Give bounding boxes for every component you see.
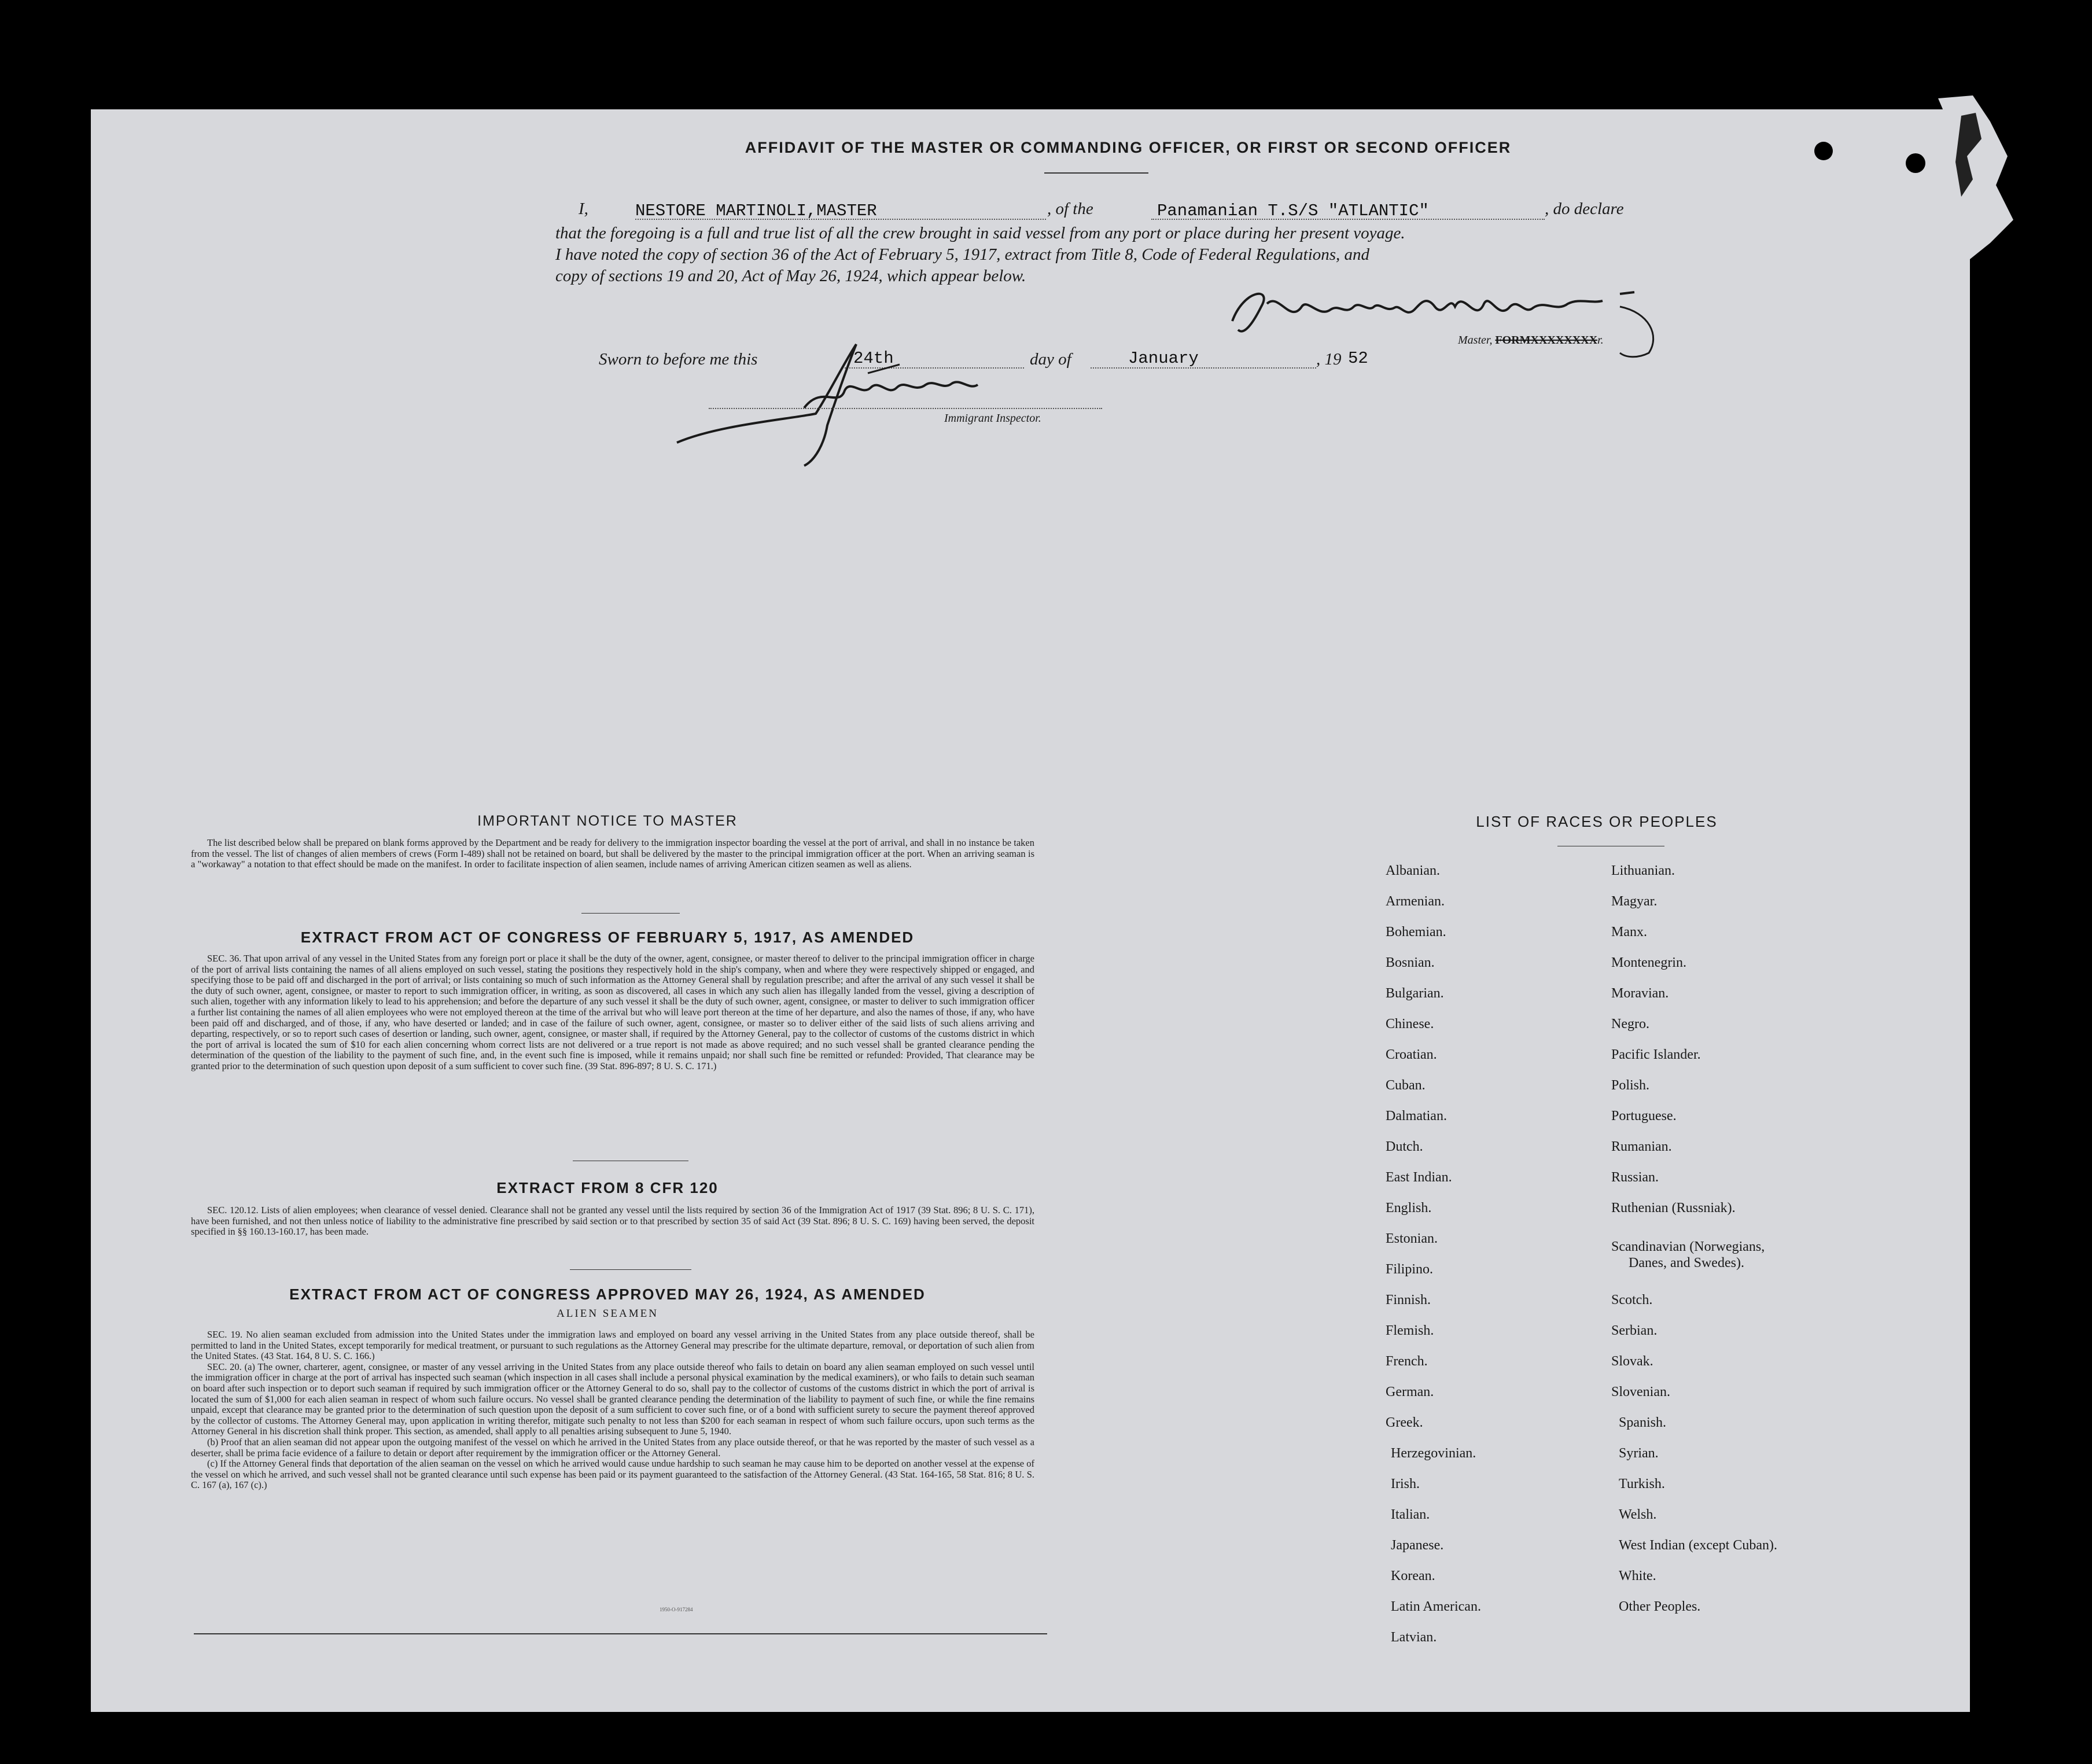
extract-1924-text bbox=[191, 1330, 1034, 1491]
race-item: West Indian (except Cuban). bbox=[1619, 1538, 1777, 1553]
month-dotted-line bbox=[1091, 367, 1316, 369]
race-item: Turkish. bbox=[1619, 1476, 1665, 1492]
extract-1924-sec20b: (b) Proof that an alien seaman did not appear upon the outgoing manifest of the vessel on which he arrived in the United States from any place outside thereof, or that he was reported by the master of such vessel as a deserter, shall be prima facie evidence of a failure to detain or deport after requirement by the immigration officer or the Attorney General. bbox=[191, 1436, 1034, 1459]
races-title: LIST OF RACES OR PEOPLES bbox=[1476, 813, 1718, 830]
extract-cfr-title: EXTRACT FROM 8 CFR 120 bbox=[496, 1179, 719, 1196]
notice-title: IMPORTANT NOTICE TO MASTER bbox=[477, 813, 738, 829]
race-item: Moravian. bbox=[1611, 986, 1669, 1001]
race-item: Albanian. bbox=[1386, 863, 1440, 878]
do-declare-label: , do declare bbox=[1545, 200, 1624, 218]
race-item: Bosnian. bbox=[1386, 955, 1435, 970]
extract-1917-body: SEC. 36. That upon arrival of any vessel in the United States from any foreign port or place it shall be the duty of the owner, agent, consignee, or master thereof to deliver to the principal immigration officer in charge of the port of arrival lists containing the names of all aliens employed on such vessel, stating the positions they respectively hold in the ship's company, when and where they were respectively shipped or engaged, and specifying those to be paid off and discharged in the port of arrival; or lists containing so much of such information as the Attorney General shall by regulation prescribe; and after the arrival of any such vessel it shall be the duty of such owner, agent, consignee, or master to report to such immigration officer, in writing, as soon as discovered, all cases in which any such alien has illegally landed from the vessel, giving a description of such alien, together with any information likely to lead to his apprehension; and before the departure of any such vessel it shall be the duty of such owner, agent, consignee, or master to deliver to such immigration officer a further list containing the names of all alien employees who were not employed thereon at the time of the arrival but who will leave port thereon at the time of her departure, and also the names of those, if any, who have been paid off and discharged, and of those, if any, who have deserted or landed; and in case of the failure of such owner, agent, consignee, or master so to deliver either of the said lists of such aliens arriving and departing, respectively, or so to report such cases of desertion or landing, such owner, agent, consignee, or master shall, if required by the Attorney General, pay to the collector of customs of the customs district in which the port of arrival is located the sum of $10 for each alien concerning whom correct lists are not delivered or a true report is not made as above required; and no such vessel shall be granted clearance pending the determination of the question of the liability to the payment of such fine, and, in the event such fine is imposed, while it remains unpaid; nor shall such fine be remitted or refunded: Provided, That clearance may be granted prior to the determination of such question upon deposit of a sum sufficient to cover such fine. (39 Stat. 896-897; 8 U. S. C. 171.) bbox=[191, 953, 1034, 1071]
race-item: Greek. bbox=[1386, 1415, 1423, 1430]
affidavit-title: AFFIDAVIT OF THE MASTER OR COMMANDING OFFICER, OR FIRST OR SECOND OFFICER bbox=[745, 139, 1512, 156]
race-item: Dutch. bbox=[1386, 1139, 1423, 1154]
master-caption bbox=[1458, 334, 1604, 347]
inspector-dotted-line bbox=[709, 408, 1102, 409]
race-item: English. bbox=[1386, 1200, 1432, 1216]
month-value: January bbox=[1128, 349, 1199, 368]
race-item: Montenegrin. bbox=[1611, 955, 1686, 970]
binder-hole bbox=[1814, 142, 1833, 160]
name-dotted-line bbox=[635, 219, 1046, 220]
race-item: Korean. bbox=[1391, 1568, 1435, 1583]
binder-hole bbox=[1992, 645, 2020, 673]
extract-1924-sec20a: SEC. 20. (a) The owner, charterer, agent, consignee, or master of any vessel arriving in the United States from any place outside thereof who fails to detain on board any alien seaman employed on such vessel until the immigration officer in charge at the port of arrival has inspected such seaman (which inspection in all cases shall include a personal physical examination by the medical examiners), or who fails to detain such seaman on board after such inspection or to deport such seaman if required by such immigration officer or the Attorney General to do so, shall pay to the collector of customs of the customs district in which the port of arrival is located the sum of $1,000 for each alien seaman in respect of whom such failure occurs. No vessel shall be granted clearance pending the determination of the liability to payment of such fine, or while the fine remains unpaid, except that clearance may be granted prior to the determination of such question upon the deposit of a sum sufficient to cover such fine, or of a bond with sufficient surety to secure the payment thereof approved by the collector of customs. The Attorney General may, upon application in writing therefor, mitigate such penalty to not less than $200 for each seaman in respect of whom such failure occurs, upon such terms as the Attorney General in his discretion shall think proper. This section, as amended, shall apply to all penalties arising subsequent to June 5, 1940. bbox=[191, 1361, 1034, 1437]
extract-1917-text bbox=[191, 953, 1034, 1072]
race-item: Filipino. bbox=[1386, 1262, 1434, 1277]
race-item: Flemish. bbox=[1386, 1323, 1434, 1338]
binder-hole bbox=[1992, 282, 2020, 310]
binder-hole bbox=[1992, 553, 2020, 580]
year-prefix: , 19 bbox=[1316, 350, 1342, 369]
race-item: Danes, and Swedes). bbox=[1629, 1255, 1744, 1270]
race-item: Chinese. bbox=[1386, 1017, 1434, 1032]
race-item: French. bbox=[1386, 1354, 1428, 1369]
master-name-value: NESTORE MARTINOLI,MASTER bbox=[635, 201, 877, 220]
race-item: Latin American. bbox=[1391, 1599, 1481, 1614]
race-item: Scotch. bbox=[1611, 1292, 1653, 1308]
extract-1924-sec19: SEC. 19. No alien seaman excluded from admission into the United States under the immigration laws and employed on board any vessel arriving in the United States from any place outside thereof, shall be permitted to land in the United States, except temporarily for medical treatment, or pursuant to such regulations as the Attorney General may prescribe for the ultimate departure, removal, or deportation of such alien from the United States. (43 Stat. 164, 8 U. S. C. 166.) bbox=[191, 1329, 1034, 1362]
extract-1924-sec20c: (c) If the Attorney General finds that deportation of the alien seaman on the vessel on which he arrived would cause undue hardship to such seaman he may cause him to be deported on another vessel at the expense of the vessel on which he arrived, and such vessel shall not be granted clearance until such expense has been paid or its payment guaranteed to the satisfaction of the Attorney General. (43 Stat. 164-165, 58 Stat. 816; 8 U. S. C. 167 (a), 167 (c).) bbox=[191, 1458, 1034, 1491]
race-item: Cuban. bbox=[1386, 1078, 1426, 1093]
extract-1924-subtitle: ALIEN SEAMEN bbox=[557, 1308, 658, 1320]
race-item: Scandinavian (Norwegians, bbox=[1611, 1239, 1765, 1254]
race-item: Negro. bbox=[1611, 1017, 1649, 1032]
binder-hole bbox=[1998, 1594, 2025, 1622]
master-caption-struck: FORMXXXXXXXX bbox=[1495, 334, 1598, 347]
extract-1917-title: EXTRACT FROM ACT OF CONGRESS OF FEBRUARY 5, 1917, AS AMENDED bbox=[300, 929, 915, 946]
affidavit-line-3: I have noted the copy of section 36 of the Act of February 5, 1917, extract from Title 8, Code of Federal Regulations, and bbox=[555, 245, 1370, 264]
race-item: Other Peoples. bbox=[1619, 1599, 1701, 1614]
race-item: Portuguese. bbox=[1611, 1109, 1677, 1124]
vessel-dotted-line bbox=[1151, 219, 1545, 220]
race-item: Russian. bbox=[1611, 1170, 1659, 1185]
extract-cfr-rule bbox=[570, 1269, 691, 1270]
affidavit-line-4: copy of sections 19 and 20, Act of May 26, 1924, which appear below. bbox=[555, 267, 1026, 285]
vessel-name-value: Panamanian T.S/S "ATLANTIC" bbox=[1157, 201, 1429, 220]
extract-cfr-body: SEC. 120.12. Lists of alien employees; when clearance of vessel denied. Clearance shall not be granted any vessel until the lists required by section 36 of the Immigration Act of 1917 (39 Stat. 896; 8 U. S. C. 171), have been furnished, and not then unless notice of liability to the administrative fine prescribed by said section or to that prescribed by section 35 of said Act (39 Stat. 896; 8 U. S. C. 169) having been served, the deposit specified in §§ 160.13-160.17, has been made. bbox=[191, 1205, 1034, 1238]
race-item: Rumanian. bbox=[1611, 1139, 1672, 1154]
footer-code: 1950-O-917284 bbox=[660, 1607, 693, 1612]
binder-hole bbox=[1998, 1154, 2025, 1182]
of-the-label: , of the bbox=[1047, 200, 1093, 218]
sworn-label: Sworn to before me this bbox=[599, 350, 758, 369]
race-item: Lithuanian. bbox=[1611, 863, 1675, 878]
footer-rule bbox=[194, 1633, 1047, 1634]
race-item: Syrian. bbox=[1619, 1446, 1659, 1461]
binder-hole bbox=[1998, 1247, 2025, 1275]
race-item: Estonian. bbox=[1386, 1231, 1438, 1246]
day-value: 24th bbox=[853, 349, 894, 368]
race-item: Irish. bbox=[1391, 1476, 1420, 1492]
notice-body: The list described below shall be prepared on blank forms approved by the Department and be ready for delivery to the immigration inspector boarding the vessel at the port of arrival, and shall in no instance be taken from the vessel. The list of changes of alien members of crews (Form I-489) shall not be retained on board, but shall be delivered by the master to the principal immigration officer at the port. When an arriving seaman is a "workaway" a notation to that effect should be made on the manifest. In order to facilitate inspection of alien seamen, include names of arriving American citizen seamen as well as aliens. bbox=[191, 837, 1034, 870]
affidavit-i-label: I, bbox=[579, 200, 588, 218]
race-item: Magyar. bbox=[1611, 894, 1658, 909]
notice-text bbox=[191, 838, 1034, 870]
master-caption-a: Master, bbox=[1458, 334, 1493, 347]
binder-hole bbox=[1998, 1501, 2025, 1529]
race-item: Finnish. bbox=[1386, 1292, 1431, 1308]
day-of-label: day of bbox=[1030, 350, 1071, 369]
year-value: 52 bbox=[1348, 349, 1368, 368]
race-item: Spanish. bbox=[1619, 1415, 1667, 1430]
race-item: Bohemian. bbox=[1386, 925, 1446, 940]
race-item: Pacific Islander. bbox=[1611, 1047, 1701, 1062]
notice-rule bbox=[581, 913, 680, 914]
race-item: Armenian. bbox=[1386, 894, 1445, 909]
inspector-signature bbox=[671, 338, 1018, 472]
torn-corner bbox=[1927, 87, 2019, 266]
race-item: White. bbox=[1619, 1568, 1656, 1583]
race-item: Polish. bbox=[1611, 1078, 1650, 1093]
extract-cfr-text bbox=[191, 1205, 1034, 1238]
race-item: Slovenian. bbox=[1611, 1384, 1670, 1400]
race-item: Serbian. bbox=[1611, 1323, 1658, 1338]
race-item: Dalmatian. bbox=[1386, 1109, 1447, 1124]
race-item: Herzegovinian. bbox=[1391, 1446, 1476, 1461]
inspector-caption: Immigrant Inspector. bbox=[944, 412, 1041, 425]
race-item: East Indian. bbox=[1386, 1170, 1452, 1185]
race-item: Welsh. bbox=[1619, 1507, 1657, 1522]
race-item: German. bbox=[1386, 1384, 1434, 1400]
binder-hole bbox=[1906, 153, 1925, 173]
master-signature bbox=[1221, 272, 1672, 364]
affidavit-line-2: that the foregoing is a full and true list of all the crew brought in said vessel from any port or place during her present voyage. bbox=[555, 224, 1405, 242]
race-item: Japanese. bbox=[1391, 1538, 1444, 1553]
race-item: Bulgarian. bbox=[1386, 986, 1444, 1001]
master-caption-b: r. bbox=[1597, 334, 1604, 347]
race-item: Slovak. bbox=[1611, 1354, 1653, 1369]
race-item: Ruthenian (Russniak). bbox=[1611, 1200, 1736, 1216]
race-item: Italian. bbox=[1391, 1507, 1430, 1522]
race-item: Latvian. bbox=[1391, 1630, 1437, 1645]
race-item: Croatian. bbox=[1386, 1047, 1437, 1062]
title-rule bbox=[1044, 172, 1148, 174]
race-item: Manx. bbox=[1611, 925, 1647, 940]
extract-1924-title: EXTRACT FROM ACT OF CONGRESS APPROVED MAY 26, 1924, AS AMENDED bbox=[289, 1286, 926, 1303]
